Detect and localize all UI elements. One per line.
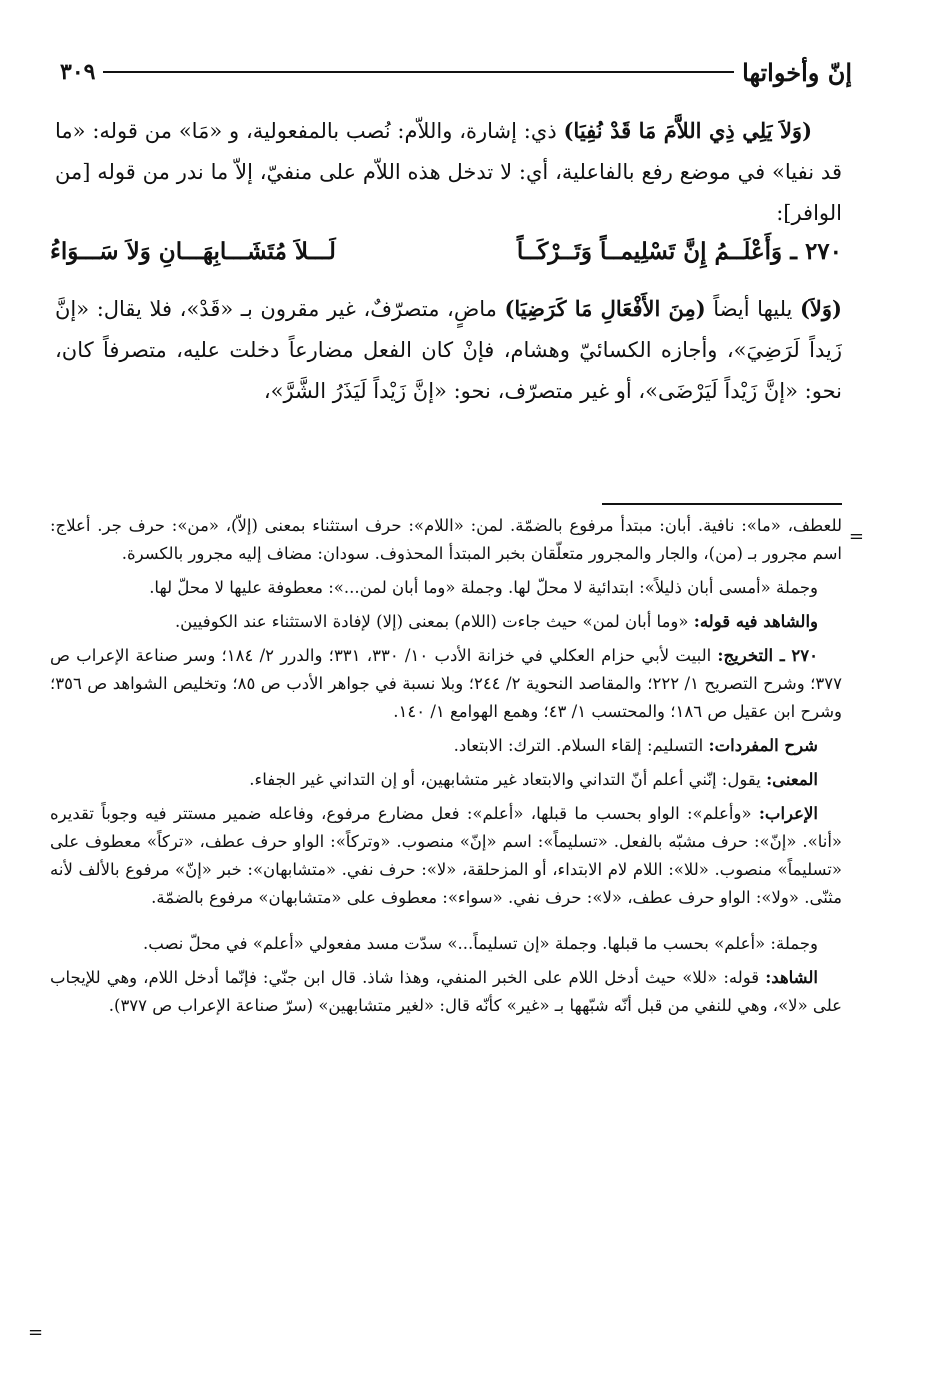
verse-number: ٢٧٠ ـ [790,238,842,265]
header-title: إنّ وأخواتها [742,57,852,87]
main-text-bottom [55,288,842,412]
footnote-paragraph: وجملة «أمسى أبان ذليلاً»: ابتدائية لا محلّ لها. وجملة «وما أبان لمن...»: معطوفة عليها لا محلّ لها. [149,578,818,597]
footnote-text: قوله: «للا» حيث أدخل اللام على الخبر المنفي، وهذا شاذ. قال ابن جنّي: فإنّما أدخل اللام، وهي للإيجاب على «لا»، وهي للنفي من قبل أنّه شبّهها بـ «غير» كأنّه قال: «لغير متشابهين» (سرّ صناعة الإعراب ص ٣٧٧). [50,968,842,1015]
footnote-text: «وما أبان لمن» حيث جاءت (اللام) بمعنى (إلا) لإفادة الاستثناء عند الكوفيين. [174,612,694,631]
continuation-mark: = [848,526,864,547]
footnote-label: والشاهد فيه قوله: [693,612,818,631]
page-number: ٣٠٩ [60,59,96,85]
verse-first-half [517,238,842,265]
footnote-text: التسليم: إلقاء السلام. الترك: الابتعاد. [453,736,709,755]
running-header [60,52,852,92]
paragraph-text: يليها أيضاً [705,297,800,321]
paragraph-text: ماضٍ، متصرّفٌ، غير مقرون بـ «قَدْ»، فلا يقال: «إنَّ زَيداً لَرَضِيَ»، وأجازه الكسائيّ وهشام، فإنْ كان الفعل مضارعاً دخلت عليه، متصرفاً كان، نحو: «إنَّ زَيْداً لَيَرْضَى»، أو غير متصرّف، نحو: «إنَّ زَيْداً لَيَذَرُ الشَّرَّ»، [55,297,842,403]
footnotes [50,512,842,1026]
footnote-divider [602,503,842,505]
footnote-label: الإعراب: [758,804,818,823]
verse-hemistich-1: وَأَعْلَــمُ إِنَّ تَسْلِيمــاً وَتَــرْكَــاً [516,238,783,265]
footnote-paragraph: وجملة: «أعلم» بحسب ما قبلها. وجملة «إن تسليماً...» سدّت مسد مفعولي «أعلم» في محلّ نصب. [143,934,818,953]
paragraph-text: ذي: إشارة، واللاّم: نُصب بالمفعولية، و «مَا» من قوله: «ما قد نفيا» في موضع رفع بالفاعلية، أي: لا تدخل هذه اللاّم على منفيّ، إلاّ ما ندر من قوله [من الوافر]: [55,119,842,225]
footnote-text: يقول: إنّني أعلم أنّ التداني والابتعاد غير متشابهين، أو إن التداني غير الجفاء. [249,770,767,789]
paragraph-2 [55,288,842,412]
poetry-verse [50,238,842,265]
footnote-paragraph [50,964,842,1020]
footnote-label: الشاهد: [765,968,818,987]
footnote-label: المعنى: [766,770,818,789]
footnote-text: البيت لأبي حزام العكلي في خزانة الأدب ١٠/ ٣٣٠، ٣٣١؛ والدرر ٢/ ١٨٤؛ وسر صناعة الإعراب ص ٣٧٧؛ وشرح التصريح ١/ ٢٢٢؛ والمقاصد النحوية ٢/ ٢٤٤؛ وبلا نسبة في جواهر الأدب ص ٨٥؛ وتخليص الشواهد ص ٣٥٦؛ وشرح ابن عقيل ص ١٨٦؛ والمحتسب ١/ ٤٣؛ وهمع الهوامع ١/ ١٤٠. [50,646,843,721]
quoted-verse: (مِنَ الأَفْعَالِ مَا كَرَضِيَا) [504,296,706,321]
footnote-paragraph: للعطف، «ما»: نافية. أبان: مبتدأ مرفوع بالضمّة. لمن: «اللام»: حرف استثناء بمعنى (إلاّ)، «من»: حرف جر. أعلاج: اسم مجرور بـ (من)، والجار والمجرور متعلّقان بخبر المبتدأ المحذوف. سودان: مضاف إليه مجرور بالكسرة. [50,516,842,563]
footnote-paragraph [50,800,842,912]
paragraph-1 [55,110,842,234]
end-mark: = [28,1322,44,1343]
quoted-verse: (وَلاَ يَلِي ذِي اللاَّمَ مَا قَدْ نُفِيَا) [563,118,813,143]
verse-hemistich-2: لَـــلاَ مُتَشَـــابِهَـــانِ وَلاَ سَـــوَاءُ [50,238,336,265]
footnote-label: ٢٧٠ ـ التخريج: [717,646,818,665]
footnote-text: «وأعلم»: الواو بحسب ما قبلها، «أعلم»: فعل مضارع مرفوع، وفاعله ضمير مستتر فيه وجوباً تقديره «أنا». «إنّ»: حرف مشبّه بالفعل. «تسليماً»: اسم «إنّ» منصوب. «وتركاً»: الواو حرف عطف، «تركاً» معطوف على «تسليماً» منصوب. «للا»: اللام لام الابتداء، أو المزحلقة، «لا»: حرف نفي. «متشابهان»: خبر «إنّ» مرفوع بالألف لأنه مثنّى. «ولا»: الواو حرف عطف، «لا»: حرف نفي. «سواء»: معطوف على «متشابهان» مرفوع بالضمّة. [50,804,842,907]
footnote-paragraph [50,642,842,726]
footnote-paragraph [50,732,842,760]
main-text-top [55,110,842,234]
quoted-verse: (وَلاَ) [800,296,842,321]
header-rule [103,71,734,73]
footnote-paragraph [50,766,842,794]
footnote-paragraph [50,608,842,636]
footnote-label: شرح المفردات: [708,736,818,755]
